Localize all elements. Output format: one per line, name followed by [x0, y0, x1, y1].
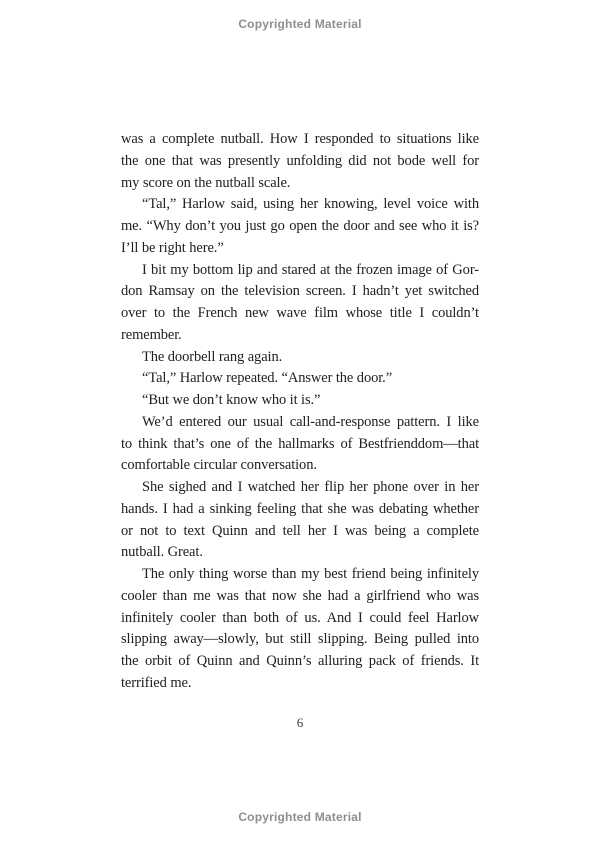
- text-line: the orbit of Quinn and Quinn’s alluring pack of friends. It: [121, 653, 479, 669]
- text-line: don Ramsay on the television screen. I hadn’t yet switched: [121, 283, 479, 300]
- paragraph: [121, 368, 479, 390]
- paragraph: [121, 390, 479, 412]
- text-line: hands. I had a sinking feeling that she was debating whether: [121, 500, 479, 517]
- text-line: remember.: [121, 326, 182, 343]
- text-line: over to the French new wave film whose title I couldn’t: [121, 305, 479, 321]
- paragraph: [121, 347, 479, 369]
- text-line: “But we don’t know who it is.”: [142, 392, 321, 408]
- text-line: The doorbell rang again.: [142, 348, 283, 365]
- text-line: We’d entered our usual call-and-response pattern. I like: [142, 413, 479, 430]
- text-line: slipping away—slowly, but still slipping. Being pulled into: [121, 631, 479, 648]
- text-line: or not to text Quinn and tell her I was being a complete: [121, 522, 479, 539]
- paragraph: [121, 477, 479, 564]
- paragraph: [121, 129, 479, 194]
- paragraph: [121, 260, 479, 347]
- text-line: She sighed and I watched her flip her phone over in her: [142, 479, 479, 495]
- text-line: me. “Why don’t you just go open the door and see who it is?: [121, 218, 479, 234]
- text-line: infinitely cooler than both of us. And I could feel Harlow: [121, 609, 479, 626]
- text-line: “Tal,” Harlow said, using her knowing, level voice with: [142, 196, 479, 213]
- page-body-text: [121, 129, 479, 695]
- text-line: terrified me.: [121, 674, 192, 691]
- text-line: the one that was presently unfolding did not bode well for: [121, 152, 479, 169]
- paragraph: [121, 412, 479, 477]
- text-line: comfortable circular conversation.: [121, 457, 317, 474]
- text-line: “Tal,” Harlow repeated. “Answer the door.”: [142, 370, 393, 387]
- text-line: I’ll be right here.”: [121, 239, 224, 256]
- copyright-watermark-bottom: Copyrighted Material: [238, 810, 362, 824]
- text-line: was a complete nutball. How I responded to situations like: [121, 131, 479, 147]
- text-line: cooler than me was that now she had a girlfriend who was: [121, 587, 479, 604]
- paragraph: [121, 564, 479, 695]
- text-line: I bit my bottom lip and stared at the frozen image of Gor-: [142, 261, 479, 278]
- paragraph: [121, 194, 479, 259]
- text-line: nutball. Great.: [121, 544, 203, 561]
- copyright-watermark-top: Copyrighted Material: [238, 17, 362, 31]
- page-number: 6: [296, 715, 304, 730]
- text-line: my score on the nutball scale.: [121, 174, 291, 191]
- text-line: to think that’s one of the hallmarks of Bestfrienddom—that: [121, 435, 479, 452]
- text-line: The only thing worse than my best friend being infinitely: [142, 566, 479, 582]
